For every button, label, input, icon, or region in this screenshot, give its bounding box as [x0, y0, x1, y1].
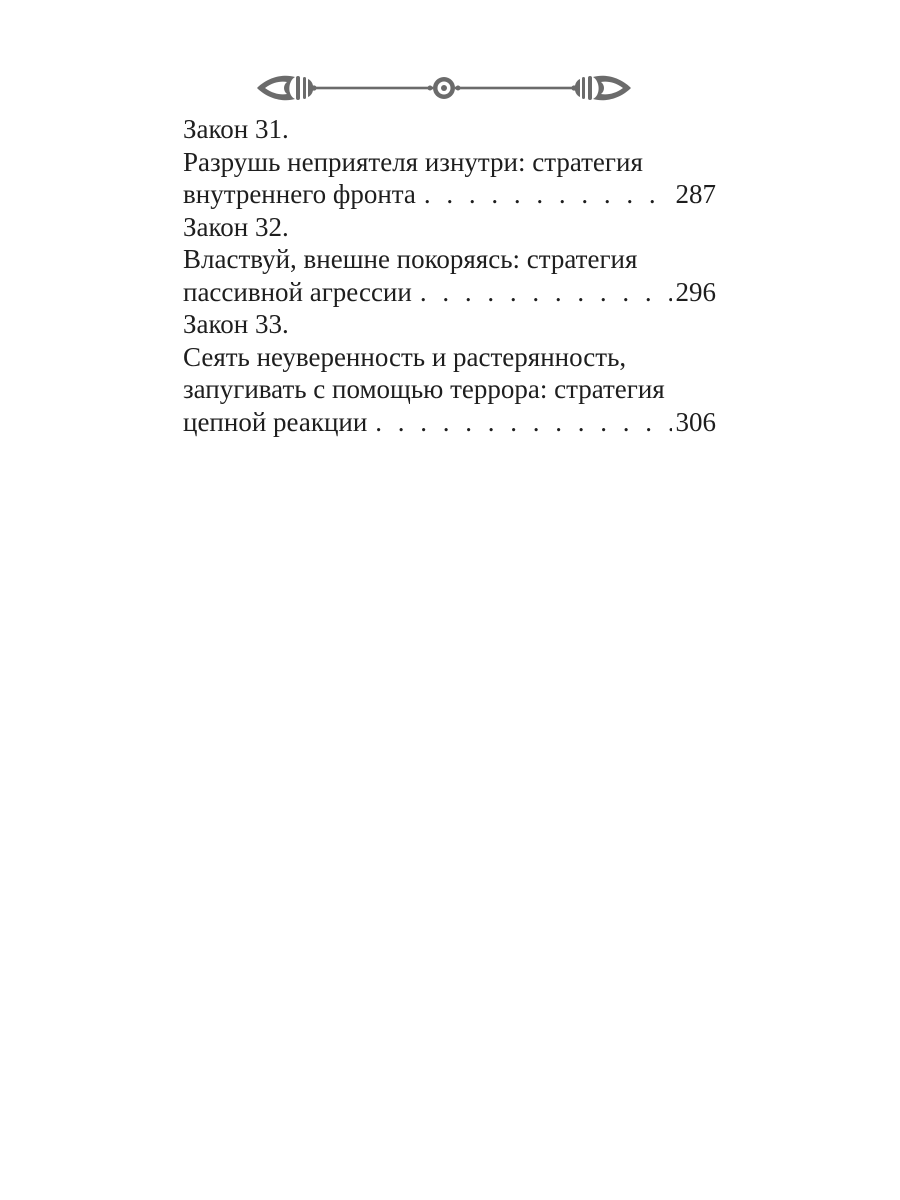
- entry-title-line: Властвуй, внешне покоряясь: стратегия: [183, 244, 638, 274]
- page-number: 306: [675, 406, 716, 437]
- entry-title-text: цепной реакции: [183, 406, 368, 437]
- dot-leader: [375, 406, 671, 439]
- toc-entry-law-32[interactable]: [183, 211, 716, 309]
- entry-title-last-line: [183, 178, 716, 211]
- page-number: 287: [675, 179, 716, 209]
- table-of-contents: [183, 113, 716, 438]
- dot-leader: [424, 178, 672, 211]
- entry-title-text: пассивной агрессии: [183, 276, 412, 307]
- entry-title-line: Разрушь неприятеля изнутри: стратегия: [183, 146, 643, 177]
- law-number: Закон 33.: [183, 309, 289, 339]
- page-number: 296: [675, 276, 716, 307]
- entry-title-line: запугивать с помощью террора: стратегия: [183, 374, 665, 404]
- toc-entry-law-33[interactable]: [183, 308, 716, 438]
- decorative-divider-ornament: [255, 70, 633, 106]
- entry-title-text: внутреннего фронта: [183, 179, 416, 209]
- entry-title-last-line: [183, 276, 716, 309]
- law-number: Закон 32.: [183, 211, 289, 242]
- entry-title-last-line: [183, 406, 716, 439]
- law-number: Закон 31.: [183, 114, 289, 144]
- dot-leader: [420, 276, 672, 309]
- entry-title-line: Сеять неуверенность и растерянность,: [183, 341, 627, 372]
- toc-entry-law-31[interactable]: [183, 113, 716, 211]
